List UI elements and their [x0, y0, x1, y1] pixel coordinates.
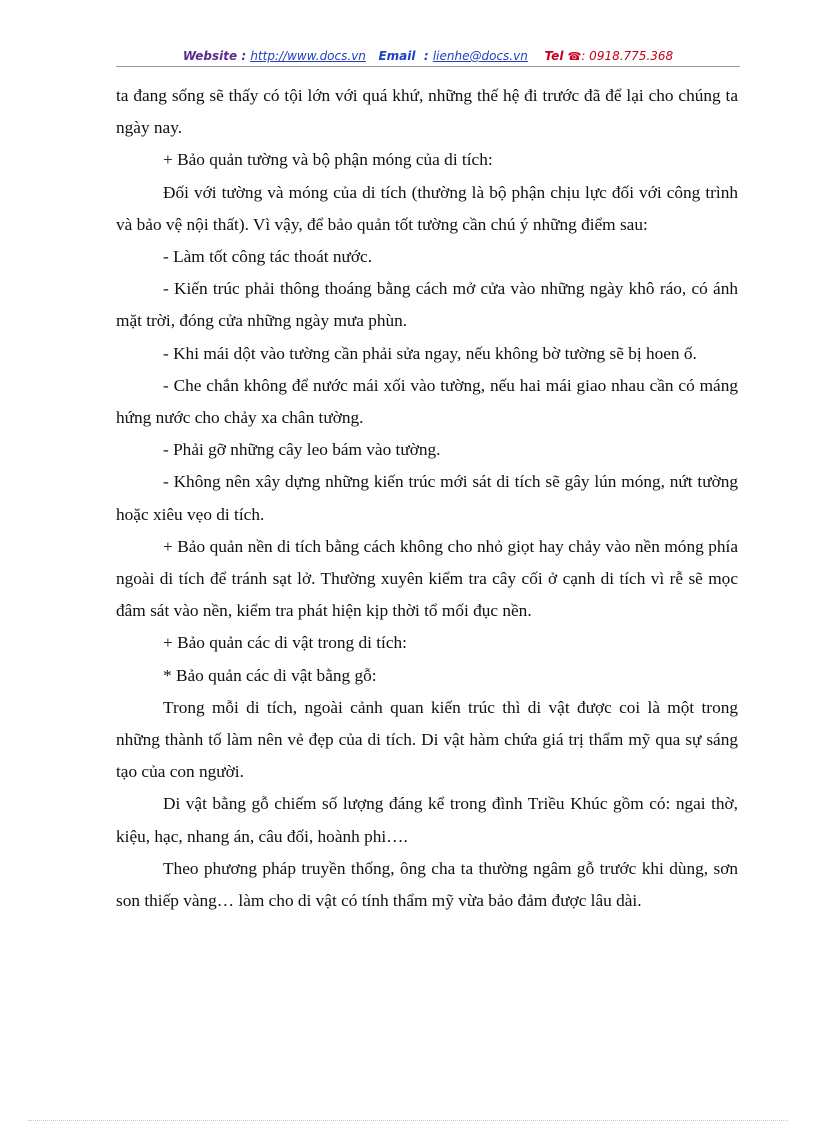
paragraph: Đối với tường và móng của di tích (thường là bộ phận chịu lực đối với công trình và bảo vệ nội thất). Vì vậy, để bảo quản tốt tường cần chú ý những điểm sau: [116, 182, 738, 234]
paragraph: ta đang sống sẽ thấy có tội lớn với quá khứ, những thế hệ đi trước đã để lại cho chúng ta ngày nay. [116, 86, 738, 138]
document-body [116, 80, 738, 917]
paragraph: Di vật bằng gỗ chiếm số lượng đáng kể trong đình Triều Khúc gồm có: ngai thờ, kiệu, hạc, nhang án, câu đối, hoành phi…. [116, 794, 738, 846]
website-label: Website : [182, 49, 247, 63]
paragraph: * Bảo quản các di vật bằng gỗ: [163, 665, 377, 685]
footer-divider [28, 1120, 788, 1121]
tel-label: Tel [544, 49, 564, 63]
email-link[interactable]: lienhe@docs.vn [432, 49, 528, 63]
paragraph: Theo phương pháp truyền thống, ông cha ta thường ngâm gỗ trước khi dùng, sơn son thiếp vàng… làm cho di vật có tính thẩm mỹ vừa bảo đảm được lâu dài. [116, 858, 738, 911]
paragraph: + Bảo quản tường và bộ phận móng của di tích: [163, 150, 493, 170]
telephone-icon: ☎ [567, 50, 582, 63]
paragraph: - Không nên xây dựng những kiến trúc mới sát di tích sẽ gây lún móng, nứt tường hoặc xiêu vẹo di tích. [116, 472, 738, 524]
page-header [116, 46, 740, 66]
website-link[interactable]: http://www.docs.vn [250, 49, 366, 63]
paragraph: - Kiến trúc phải thông thoáng bằng cách mở cửa vào những ngày khô ráo, có ánh mặt trời, đóng cửa những ngày mưa phùn. [116, 279, 738, 331]
paragraph: - Phải gỡ những cây leo bám vào tường. [163, 440, 441, 460]
header-divider [116, 66, 740, 67]
paragraph: Trong mỗi di tích, ngoài cảnh quan kiến trúc thì di vật được coi là một trong những thành tố làm nên vẻ đẹp của di tích. Di vật hàm chứa giá trị thẩm mỹ qua sự sáng tạo của con người. [116, 697, 738, 782]
tel-number: : 0918.775.368 [581, 49, 674, 63]
paragraph: - Làm tốt công tác thoát nước. [163, 247, 373, 267]
email-separator: : [423, 49, 429, 63]
paragraph: - Che chắn không để nước mái xối vào tường, nếu hai mái giao nhau cần có máng hứng nước cho chảy xa chân tường. [116, 375, 738, 428]
paragraph: - Khi mái dột vào tường cần phải sửa ngay, nếu không bờ tường sẽ bị hoen ố. [163, 343, 697, 363]
paragraph: + Bảo quản các di vật trong di tích: [163, 633, 407, 653]
email-label: Email [378, 49, 416, 63]
paragraph: + Bảo quản nền di tích bằng cách không cho nhỏ giọt hay chảy vào nền móng phía ngoài di tích để tránh sạt lở. Thường xuyên kiểm tra cây cối ở cạnh di tích vì rễ sẽ mọc đâm sát vào nền, kiểm tra phát hiện kịp thời tổ mối đục nền. [116, 536, 738, 621]
